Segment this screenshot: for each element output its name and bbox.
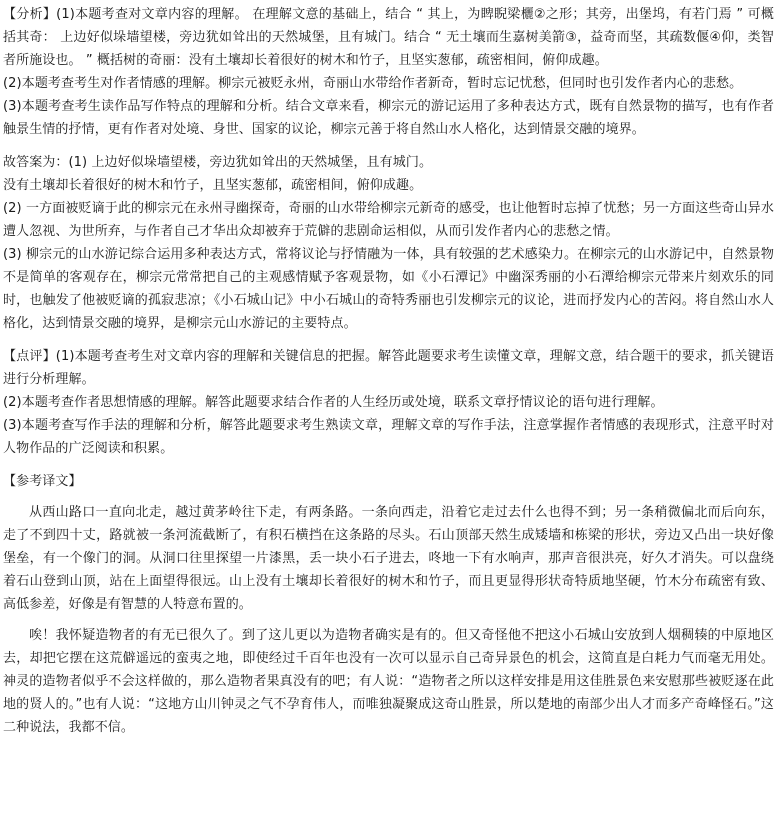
comment-part-1: 【点评】(1)本题考查考生对文章内容的理解和关键信息的把握。解答此题要求考生读懂文章，理解文意，结合题干的要求，抓关键语进行分析理解。 — [3, 349, 774, 387]
analysis-part-3: (3)本题考查考生读作品写作特点的理解和分析。结合文章来看，柳宗元的游记运用了多种表达方式，既有自然景物的描写，也有作者触景生情的抒情，更有作者对处境、身世、国家的议论，柳宗元善于将自然山水人格化，达到情景交融的境界。 — [3, 99, 774, 137]
answer-part-1-cont: 没有土壤却长着很好的树木和竹子，且坚实葱郁，疏密相间，俯仰成趣。 — [3, 178, 423, 193]
answer-part-3: (3) 柳宗元的山水游记综合运用多种表达方式，常将议论与抒情融为一体，具有较强的艺术感染力。在柳宗元的山水游记中，自然景物不是简单的客观存在，柳宗元常常把自己的主观感情赋予客观景物，如《小石潭记》中幽深秀丽的小石潭给柳宗元带来片刻欢乐的同时，也触发了他被贬谪的孤寂悲凉；《小石城山记》中小石城山的奇特秀丽也引发柳宗元的议论，进而抒发内心的苦闷。将自然山水人格化，达到情景交融的境界，是柳宗元山水游记的主要特点。 — [3, 247, 774, 331]
analysis-part-2: (2)本题考查考生对作者情感的理解。柳宗元被贬永州，奇丽山水带给作者新奇，暂时忘记忧愁，但同时也引发作者内心的悲愁。 — [3, 76, 743, 91]
analysis-intro: 【分析】(1)本题考查对文章内容的理解。 在理解文意的基础上，结合 “ 其上，为睥睨梁欐②之形；其旁，出堡坞，有若门焉 ” 可概括其奇： 上边好似垛墙望楼，旁边犹如耸出的天然城堡，且有城门。结合 “ 无土壤而生嘉树美箭③，益奇而坚，其疏数偃④仰，类智者所施设也。 ” 概括树的奇丽：没有土壤却长着很好的树木和竹子，且坚实葱郁，疏密相间，俯仰成趣。 — [3, 7, 774, 68]
answer-part-1: 故答案为：(1) 上边好似垛墙望楼，旁边犹如耸出的天然城堡，且有城门。 — [3, 155, 433, 170]
answer-section — [3, 151, 774, 335]
comment-part-2: (2)本题考查作者思想情感的理解。解答此题要求结合作者的人生经历或处境，联系文章抒情议论的语句进行理解。 — [3, 395, 664, 410]
translation-paragraph-1: 从西山路口一直向北走，越过黄茅岭往下走，有两条路。一条向西走，沿着它走过去什么也得不到；另一条稍微偏北而后向东，走了不到四十丈，路就被一条河流截断了，有积石横挡在这条路的尽头。石山顶部天然生成矮墙和栋梁的形状，旁边又凸出一块好像堡垒，有一个像门的洞。从洞口往里探望一片漆黑，丢一块小石子进去，咚地一下有水响声，那声音很洪亮，好久才消失。可以盘绕着石山登到山顶，站在上面望得很远。山上没有土壤却长着很好的树木和竹子，而且更显得形状奇特质地坚硬，竹木分布疏密有致、高低参差，好像是有智慧的人特意布置的。 — [3, 505, 774, 612]
answer-part-2: (2) 一方面被贬谪于此的柳宗元在永州寻幽探奇，奇丽的山水带给柳宗元新奇的感受，也让他暂时忘掉了忧愁；另一方面这些奇山异水遭人忽视、为世所弃，与作者自己才华出众却被弃于荒僻的悲剧命运相似，从而引发作者内心的悲愁之情。 — [3, 201, 774, 239]
translation-paragraph-2: 唉！我怀疑造物者的有无已很久了。到了这儿更以为造物者确实是有的。但又奇怪他不把这小石城山安放到人烟稠辏的中原地区去，却把它摆在这荒僻遥远的蛮夷之地，即使经过千百年也没有一次可以显示自己奇异景色的机会，这简直是白耗力气而毫无用处。神灵的造物者似乎不会这样做的，那么造物者果真没有的吧；有人说：“造物者之所以这样安排是用这佳胜景色来安慰那些被贬逐在此地的贤人的。”也有人说：“这地方山川钟灵之气不孕育伟人，而唯独凝聚成这奇山胜景，所以楚地的南部少出人才而多产奇峰怪石。”这二种说法，我都不信。 — [3, 628, 774, 735]
translation-heading: 【参考译文】 — [3, 474, 82, 489]
comment-section — [3, 345, 774, 460]
translation-section — [3, 470, 774, 739]
comment-part-3: (3)本题考查写作手法的理解和分析，解答此题要求考生熟读文章，理解文章的写作手法，注意掌握作者情感的表现形式，注意平时对人物作品的广泛阅读和积累。 — [3, 418, 774, 456]
analysis-section — [3, 3, 774, 141]
